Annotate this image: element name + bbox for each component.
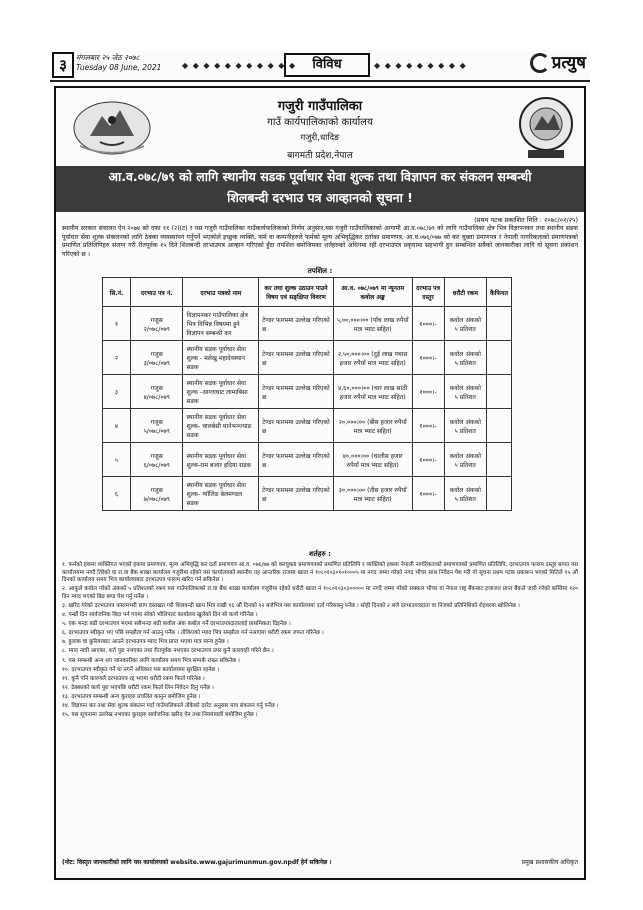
table-cell-amount: २,५०,०००।०० (दुई लाख पचास हजार रुपैयाँ मात्र भ्याट सहित) — [333, 341, 412, 375]
conditions-list — [62, 562, 578, 721]
table-cell-fee: १०००।- — [412, 375, 444, 409]
column-header: दरभाउ पत्र दस्तुर — [412, 278, 444, 307]
table-cell-sn: ३ — [103, 375, 131, 409]
table-cell-amount: २०,०००।०० (बीस हजार रुपैयाँ मात्र भ्याट सहित) — [333, 409, 412, 443]
table-cell-desc: टेण्डर फारममा उल्लेख गरिएको छ — [259, 341, 334, 375]
condition-item: १२. ठेक्काको कार्य पूरा भएपछि धरौटी रकम फिर्ता लिन निवेदन दिनु पर्नेछ । — [62, 684, 214, 691]
intro-paragraph: स्थानीय सरकार संचालन ऐन २०७४ को दफा ११ (२)(ट) र यस गजुरी गाउँपालिका गाउँकार्यपालिकाको निर्णय अनुसार,यस गजुरी गाउँपालिकाको आगामी आ.व.०७८/७९ को लागि गाउँपालिका क्षेत्र भित्र विज्ञापनकर तथा स्थानीय सडक पूर्वाधार सेवा शुल्क संकलनको लागि ठेक्का व्यवस्थापन गर्नुपर्ने भएकोले इच्छुक व्यक्ति, फर्म वा कम्पनीहरुले फर्मको मूल्य अभिवृद्धिकर दर्ताका प्रमाणपत्र, आ.व.०७६/०७७ को कर चुक्ता प्रमाणपत्र र नेपाली नागरिकताको प्रमाणपत्रको प्रमाणित प्रतिलिपिहरु संलग्न गरी रीतपूर्वक १५ दिने शिलबन्दी दरभाउपत्र आव्हान गरिएको हुँदा तपशिल बमोजिमका शर्तहरुको अधिनमा रही दरभाउपत्र प्रकृयामा सहभागी हुन सम्बन्धित सबैको जानकारीका लागि यो सूचना प्रकाशन गरिएको छ । — [62, 225, 578, 258]
brand-logo-icon — [530, 53, 550, 73]
table-cell-remark — [487, 477, 512, 511]
table-cell-remark — [487, 409, 512, 443]
conditions-title: शर्तहरु : — [309, 550, 331, 558]
condition-item: १३. दरभाउपत्र सम्बन्धी अन्य कुराहरु प्रचलित कानुन बमोजिम हुनेछ । — [62, 693, 201, 700]
table-cell-no: गजुस ६/०७८/०७९ — [131, 443, 183, 477]
table-row — [103, 443, 512, 477]
table-cell-deposit: कवोल अंकको ५ प्रतिशत — [444, 341, 486, 375]
header-dots-left: ◆ ◆ ◆ ◆ ◆ ◆ ◆ ◆ ◆ ◆ ◆ — [182, 61, 297, 70]
signatory: प्रमुख प्रशासकीय अधिकृत — [521, 859, 578, 866]
table-cell-amount: ४,६०,०००।०० (चार लाख साठी हजार रुपैयाँ मात्र भ्याट सहित) — [333, 375, 412, 409]
notice-title-line2: शिलबन्दी दरभाउ पत्र आव्हानको सूचना ! — [227, 190, 413, 205]
page-header — [50, 50, 590, 82]
table-cell-sn: १ — [103, 307, 131, 341]
table-cell-remark — [487, 341, 512, 375]
table-cell-name: स्थानीय सडक पूर्वाधार सेवा शुल्क-राम बजार हदिया सडक — [183, 443, 259, 477]
condition-item: ७. हुलाक वा कुरियरबाट आउने दरभाउपत्र म्याद भित्र प्राप्त भएमा मात्र मान्य हुनेछ । — [62, 639, 229, 646]
table-cell-amount: ४०,०००।०० (चालीस हजार रुपैयाँ मात्र भ्याट सहित) — [333, 443, 412, 477]
office-province: बागमती प्रदेश,नेपाल — [287, 151, 353, 161]
condition-item: ६. दरभाउपत्र स्वीकृत भए पछि सम्झौता गर्न आउनु पर्नेछ । तोकिएको म्याद भित्र सम्झौता गर्न नआएमा धरौटी रकम जफत गरिनेछ । — [62, 630, 324, 637]
table-cell-name: विज्ञापनकर गाउँपालिका क्षेत्र भित्र विभिन्न विषयमा हुने विज्ञापन सम्बन्धी कर — [183, 307, 259, 341]
table-row — [103, 341, 512, 375]
table-row — [103, 477, 512, 511]
date-nepali: मंगलबार २५ जेठ २०७८ — [76, 53, 140, 62]
table-cell-desc: टेण्डर फारममा उल्लेख गरिएको छ — [259, 477, 334, 511]
table-cell-amount: ३०,०००।०० (तीस हजार रुपैयाँ मात्र भ्याट सहित) — [333, 477, 412, 511]
condition-item: १४. विज्ञापन कर तथा सेवा शुल्क संकलन गर्दा गाउँपालिकाले तोकेको दररेट अनुसार मात्र संकलन गर्नु पर्नेछ । — [62, 703, 279, 709]
table-cell-no: गजुस ३/०७८/०७९ — [131, 341, 183, 375]
newspaper-brand — [530, 50, 586, 73]
column-header: दरभाउ पत्रको नाम — [183, 278, 259, 307]
table-cell-deposit: कवोल अंकको ५ प्रतिशत — [444, 443, 486, 477]
table-header-row — [103, 278, 512, 307]
footer-note: (नोट: विस्तृत जानकारीको लागि यस कार्यालयको website.www.gajurimunmun.gov.npdf हेर्न सकिनेछ । — [62, 859, 332, 866]
table-cell-fee: १०००।- — [412, 443, 444, 477]
notice-title — [56, 166, 584, 212]
column-header: कैफियत — [487, 278, 512, 307]
table-cell-sn: ६ — [103, 477, 131, 511]
table-cell-desc: टेण्डर फारममा उल्लेख गरिएको छ — [259, 307, 334, 341]
condition-item: ११. कुनै पनि कारणले दरभाउपत्र रद्द भएमा धरौटी रकम फिर्ता गरिनेछ । — [62, 675, 205, 682]
publication-note: (प्रथम पटक प्रकाशित मिति : २०७८/०२/२५) — [474, 216, 578, 224]
notice-title-line1: आ.व.०७८/७९ को लागि स्थानीय सडक पूर्वाधार सेवा शुल्क तथा विज्ञापन कर संकलन सम्बन्धी — [108, 169, 532, 184]
condition-item: २. आफुले कवोल गरेको अंकको ५ प्रतिशतको रकम यस गाउँपालिकाको रा.वा बैंक शाखा कार्यालय गजुरीमा रहेको धरौटी खाता नं १०८०१०३०३००००० मा नगदै जम्मा गरेको सक्कल भौचर वा नेपाल राष्ट्र बैंकबाट इजाजत प्राप्त बैंकले जारी गरेको कम्तिमा १२० दिन म्याद भएको बिड बण्ड पेश गर्नु पर्नेछ । — [62, 586, 578, 600]
table-cell-fee: १०००।- — [412, 477, 444, 511]
office-name: गाउँ कार्यपालिकाको कार्यालय — [267, 117, 373, 128]
table-cell-name: स्थानीय सडक पूर्वाधार सेवा शुल्क- चालबेसी मानेभञ्ज्याङ सडक — [183, 409, 259, 443]
table-row — [103, 409, 512, 443]
table-cell-no: गजुस ४/०७८/०७९ — [131, 375, 183, 409]
condition-item: ५. एक भन्दा बढी दरभाउपत्र भएमा सबैभन्दा बढी कवोल अंक कबोल गर्ने दरभाउपत्रदातालाई प्राथमिकता दिइनेछ । — [62, 621, 291, 628]
table-cell-sn: २ — [103, 341, 131, 375]
column-header: आ.व. ०७८/०७९ मा न्यूनतम कवोल अङ्क — [333, 278, 412, 307]
table-cell-desc: टेण्डर फारममा उल्लेख गरिएको छ — [259, 409, 334, 443]
table-cell-name: स्थानीय सडक पूर्वाधार सेवा शुल्क -आग्लाघाट लामाबिसा सडक — [183, 375, 259, 409]
table-row — [103, 375, 512, 409]
column-header: सि.नं. — [103, 278, 131, 307]
table-cell-amount: ५,००,०००।०० (पाँच लाख रुपैयाँ मात्र भ्याट सहित) — [333, 307, 412, 341]
table-cell-fee: १०००।- — [412, 307, 444, 341]
page-number: ३ — [52, 52, 74, 78]
table-cell-no: गजुस २/०७८/०७९ — [131, 307, 183, 341]
table-cell-remark — [487, 375, 512, 409]
tender-table — [102, 277, 512, 511]
table-cell-remark — [487, 443, 512, 477]
condition-item: १५. यस सूचनामा उल्लेख नभएका कुराहरु सार्वजनिक खरिद ऐन तथा नियमावली बमोजिम हुनेछ । — [62, 712, 258, 719]
column-header: धरौटी रकम — [444, 278, 486, 307]
section-title: विविध — [284, 53, 370, 77]
table-cell-sn: ४ — [103, 409, 131, 443]
table-cell-deposit: कवोल अंकको ५ प्रतिशत — [444, 409, 486, 443]
issue-date — [76, 53, 161, 73]
header-dots-right: ◆ ◆ ◆ ◆ ◆ ◆ ◆ ◆ ◆ — [374, 61, 467, 70]
condition-item: ४. पन्ध्रौं दिन सार्वजनिक बिदा पर्न गएमा सोको भोलिपल्ट कार्यालय खुलेको दिन सो कार्य गरिनेछ । — [62, 612, 258, 619]
table-cell-sn: ५ — [103, 443, 131, 477]
table-cell-no: गजुस ७/०७८/०७९ — [131, 477, 183, 511]
table-cell-desc: टेण्डर फारममा उल्लेख गरिएको छ — [259, 375, 334, 409]
condition-item: ३. खरिद गरेको दरभाउपत्र फारामभरी छाप दस्तखत गरी शिलबन्दी खाम भित्र राखी १६ औं दिनको १२ बजेभित्र यस कार्यालयमा दर्ता गरिसक्नु पर्नेछ । सोही दिनको २ बजे दरभाउपत्रदाता वा निजको प्रतिनिधिको रोहवरमा खोलिनेछ । — [62, 602, 520, 609]
brand-name: प्रत्युष — [551, 53, 586, 73]
table-cell-no: गजुस ५/०७८/०७९ — [131, 409, 183, 443]
condition-item: ९. यस सम्बन्धी अन्य थप जानकारीका लागि कार्यालय समय भित्र सम्पर्क राख्न सकिनेछ । — [62, 657, 240, 664]
table-cell-desc: टेण्डर फारममा उल्लेख गरिएको छ — [259, 443, 334, 477]
notice-frame — [54, 86, 586, 880]
newspaper-page — [50, 50, 590, 882]
office-location: गजुरी,धादिङ — [300, 133, 340, 143]
table-cell-fee: १०००।- — [412, 341, 444, 375]
table-cell-deposit: कवोल अंकको ५ प्रतिशत — [444, 375, 486, 409]
org-name: गजुरी गाउँपालिका — [277, 99, 363, 114]
condition-item: १०. दरभाउपत्र स्वीकृत गर्ने वा नगर्ने अधिकार यस कार्यालयमा सुरक्षित रहनेछ । — [62, 666, 220, 673]
table-cell-name: स्थानीय सडक पूर्वाधार सेवा शुल्क - मलेखु महादेवस्थान सडक — [183, 341, 259, 375]
table-cell-deposit: कवोल अंकको ५ प्रतिशत — [444, 477, 486, 511]
condition-item: १. फर्मको हकमा व्यक्तिगत भएको हकमा प्रमाणपत्र, मूल्य अभिवृद्धि कर दर्ता प्रमाणपत्र आ.व. ०७६/७७ को करचुक्ता प्रमाणपत्रको प्रमाणित प्रतिलिपि र व्यक्तिको हकमा नेपाली नागरिकताको प्रमाणपत्रको प्रमाणित प्रतिलिपि, दरभाउपत्र फाराम दस्तुर बापत यस कार्यालयमा नगदै तिरेको वा रा.वा बैंक शाखा कार्यालय गजुरीमा रहेको यस कार्यालयको स्थानीय तह आन्तरिक राजस्व खाता नं १०८०१०३०१०१०००५ मा नगद जम्मा गरेको नगद भौचर साथ निवेदन पेश गरी यो सूचना प्रथम पटक प्रकाशन भएको मितिले १५ औं दिनको कार्यालय समय भित्र कार्यालयबाट दरभाउपत्र फाराम खरिद गर्न सकिनेछ । — [62, 562, 578, 584]
condition-item: ८. म्याद नाघी आएका, शर्त पुरा नभएका तथा रीतपूर्वक नभएका दरभाउपत्र उपर कुनै कारवाही गरिने छैन । — [62, 648, 274, 655]
column-header: दरभाउ पत्र नं. — [131, 278, 183, 307]
table-row — [103, 307, 512, 341]
table-cell-remark — [487, 307, 512, 341]
column-header: कर तथा शुल्क उठाउन पाउने विषय एवं सङ्क्षिप्त विवरण — [259, 278, 334, 307]
table-cell-name: स्थानीय सडक पूर्वाधार सेवा शुल्क- ग्याँलिङ बेलमण्डल सडक — [183, 477, 259, 511]
date-english: Tuesday 08 June, 2021 — [76, 63, 162, 72]
table-cell-deposit: कवोल अंकको ५ प्रतिशत — [444, 307, 486, 341]
table-cell-fee: १०००।- — [412, 409, 444, 443]
table-title: तपशिल : — [307, 267, 333, 275]
